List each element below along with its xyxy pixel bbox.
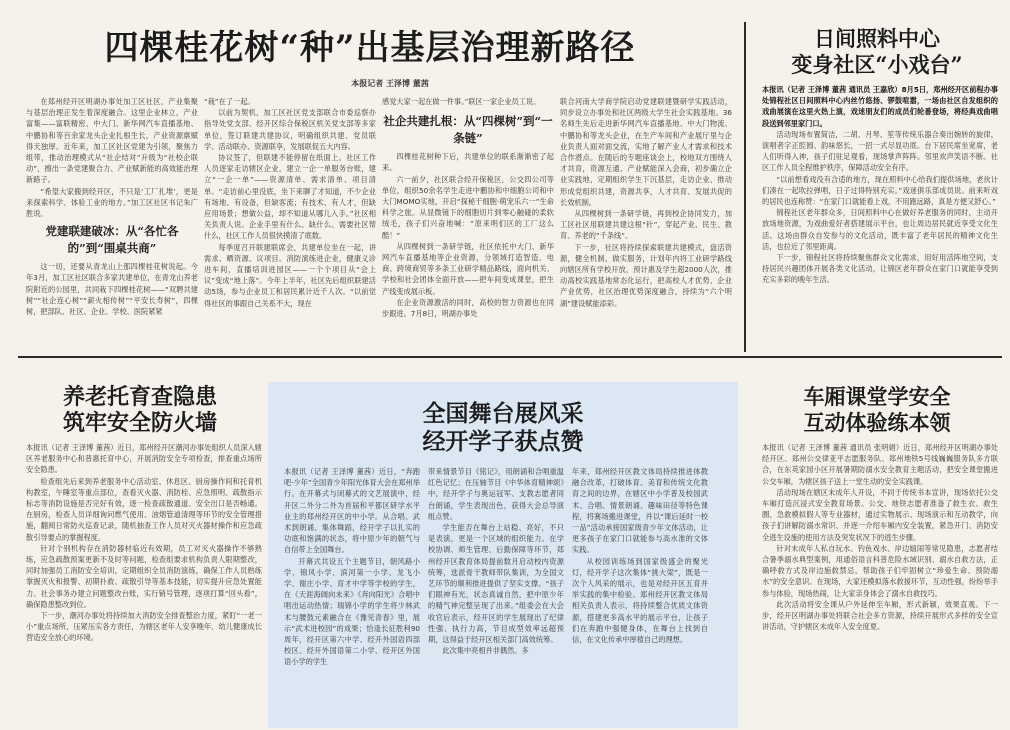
- paragraph: 带来情景节目《铭记》，用朗诵和合唱重温红色记忆；在压轴节目《中华体育精神颂》中，经开学子与奥运冠军、支教志愿者同台朗诵，学生表现出色，获得大会总导演组点赞。: [428, 467, 564, 521]
- paragraph: 年来，郑州经开区教文体局持续推进体教融合改革，打破体育、美育和传统文化教育之间的边界，在辖区中小学普及校园武术、合唱、情景朗诵、趣味田径等特色课程，将赛场搬进课堂，并以“课后延时一校一品”活动承接国家级青少年文体活动，让更多孩子在家门口就能参与高水准的文体实践。: [572, 467, 708, 555]
- dance-column-2: [428, 466, 564, 728]
- paragraph: 此次集中亮相并非偶然。多: [442, 646, 529, 656]
- fire-headline-line1: 养老托育查隐患: [62, 384, 217, 410]
- main-byline: 本报记者 王泽博 董茜: [351, 79, 429, 88]
- dance-headline-line1: 全国舞台展风采: [422, 400, 584, 427]
- paragraph: 六一前夕，社区联合经开保税区，公交四公司等单位，组织50余名学生走进中鹏协和中细胞公司和中大门MOMO实地，开启“探秘干细胞·萌宠乐六一”生命科学之旅。从显微镜下的细胞切片到零心触碰的柔软绒毛，孩子们兴奋地喊：“原来明们区的工厂这么酷！”: [382, 174, 554, 240]
- main-column-4: [560, 96, 732, 346]
- paragraph: 检查组先后来到养老服务中心活动室、休息区、厨房操作间和托育机构教室，午睡室等重点部位，查看灭火器、消防栓、应急照明、疏散指示标志等消防设施是否完好有效，逐一检查疏散通道、安全出口是否畅通。在厨房，检查人员详细询问燃气使用、油烟管道清理等环节的安全管理措施，翻阅日常防火巡查记录，随机抽查工作人员对灭火器材操作和应急疏散引导要点的掌握程度。: [26, 476, 262, 542]
- paragraph: 下一步，锦程社区将持续聚焦群众文化需求，用好用活阵地空间，支持居民兴趣团体开展各类文化活动，让锦区老年群众在家门口就能享受到充实多彩的晚年生活。: [762, 253, 998, 285]
- paragraph: 下一步，社区将持续探索联建共建模式，盘活资源，健全机制，做实服务，计划年内将工业研学路线向辖区所有学校开放，预计惠及学生超2000人次，推动高校实践基地常态化运行，把高校人才优势、企业产业优势，社区治理优势深度融合，持续为“六个明湖”建设赋能添彩。: [560, 242, 732, 308]
- dance-column-1: [284, 466, 420, 728]
- paragraph: 四棵桂花树种下后，共建单位的联系渐渐密了起来。: [382, 152, 554, 173]
- section-divider: [18, 356, 1002, 358]
- paragraph: 从四棵树到一条研学链，再到校企协同发力，加工区社区用联建共建这根“针”，穿起产业、民生、教育、养老的“千条线”。: [560, 209, 732, 241]
- paragraph: 开幕式共设五个主题节目，朝风路小学、锦风小学、滨河第一小学、龙飞小学、谢庄小学、育才中学等学校的学生，在《天涯海阔向未来》《奔向阳光》合唱中唱出运动热情；瑞锦小学的学生将少林武术与腰鼓元素融合在《豫见青春》里，展示“武术进校园”的成果；恰逢长征胜利90周年，经开区第六中学、经开外国语四部校区、经开外国语第二小学、经开区外国语小学的学生: [284, 556, 420, 667]
- paragraph: “希望大家搬到经开区，不只是‘工厂扎堆’，更是来探索科学、体验工业的地方。”加工区社区书记朱广胜说。: [26, 186, 198, 219]
- column-divider: [744, 22, 746, 352]
- paragraph: 针对个别机构存在消防器材临近有效期，员工对灭火器操作不够熟练，应急疏散预案更新不及时等问题，检查组要求机构负责人限期整改，同时加强员工消防安全培训，定期组织全员消防演练，确保工作人员熟练掌握灭火和报警、初期扑救、疏散引导等基本技能，切实提升应急处置能力。社会事务办建立问题整改台账，实行销号管理，逐项打算“回头看”，确保隐患整改到位。: [26, 543, 262, 609]
- paragraph: 协议签了，但联建不能停留在纸面上。社区工作人员逐家走访辖区企业，建立一企一单服务台账，建立“一企一单”——资源清单、需求清单、项目清单。“走访前心里没底，坐下来聊了才知道，不少企业有场地、有设备，但缺客流；有技术、有人才，但缺应用场景；想做公益，却不知道从哪儿入手。”社区相关负责人说。企业手里有什么、缺什么、需要社区帮什么，社区工作人员很快摸清了底数。: [204, 153, 376, 241]
- paragraph: “以前想看戏没有合适的地方，现在照料中心给我们提供场地，老伙计们凑在一起吹拉弹唱，日子过得特别充实。”戏迷俱乐部成员说。前来听戏的居民也连称赞：“在家门口就能看上戏，不用跑远路，真是方便又舒心。”: [762, 174, 998, 207]
- paragraph: 活动现场在辖区未成年人开设，不同于传统书本宣讲，现场依托公交车厢打造沉浸式安全教育场景。公交、地铁志愿者准备了救生衣、救生圈、急救模拟假人等专业器材，通过实物展示、现场演示和互动教学，向孩子们讲解防溺水常识、并逐一介绍车厢内安全装置，紧急开门、消防安全逃生设施的使用方法及突发状况下的逃生步骤。: [762, 487, 998, 542]
- fire-headline-line2: 筑牢安全防火墙: [62, 410, 217, 436]
- paragraph: 从四棵树到一条研学链，社区依托中大门、新华网汽车直播基地等企业资源，分领域打造智造、电商、跨境商贸等多条工业研学精品路线，面向机关、学校和社会团体全面开放——把车间变成课堂，把生产线变成展示板。: [382, 241, 554, 296]
- bus-headline-line2: 互动体验练本领: [803, 410, 951, 435]
- main-column-2: [204, 96, 376, 346]
- theatre-headline-line1: 日间照料中心: [814, 26, 940, 51]
- paragraph: 从校园训练场到国家级盛会的聚光灯，经开学子这次集体“挑大梁”，既是一次个人风采的展示，也是对经开区五育并举实践的集中检验。郑州经开区教文体局相关负责人表示，将持续整合优质文体资源，搭建更多高水平的展示平台，让孩子们在奔跑中强健身体，在舞台上找到自信，在文化传承中厚植自己的理想。: [572, 556, 708, 645]
- paragraph: “栽”在了一起。: [204, 97, 255, 106]
- paragraph: 这一切，还要从青龙山上那四棵桂花树说起。今年3月，加工区社区联合多家共建单位，在青龙山养老院附近的公园里，共同栽下四棵桂花树——“双聘共建树”“社企连心树”“薪火相传树”“平安长寿树”，四棵树，把部队、社区、企业、学校、医院紧紧: [26, 262, 198, 317]
- theatre-body: [762, 84, 998, 352]
- theatre-byline: 本报讯（记者 王泽博 董茜 通讯员 王嘉欣）8月5日，郑州经开区前程办事处锦程社区日间照料中心内丝竹悠扬、锣鼓喧嚣，一场由社区自发组织的戏曲展演在这里火热上演，戏迷朋友们的成员们轮番登场，将经典戏曲唱段送到邻里家门口。: [762, 85, 998, 128]
- paragraph: 针对未成年人私自玩水、钓鱼戏水、岸边嬉闹等常见隐患，志愿者结合暑季溺水典型案例，用通俗语言科普危险水域识别、溺水自救方法，正确呼救方式及岸边施救禁忌，帮助孩子们牢固树立“珍爱生命、预防溺水”的安全意识。在现场，大家还模拟落水救援环节，互动性强，纷纷举手参与体验，现场热闹，让大家亲身体会了溺水自救技巧。: [762, 543, 998, 598]
- paragraph: 本报讯（记者 王泽博 董茜）近日，“奔跑吧·少年”全国青少年阳光体育大会在郑州举行。在开幕式与闭幕式的文艺展演中，经开区二外分二外为首届和平都区研学水平业主的郑州经开区的中小学。从合唱、武术到朗诵、集体舞蹈，经开学子以扎实的功底和饱满的状态，将中原少年的朝气与自信带上全国舞台。: [284, 467, 420, 555]
- fire-body: [26, 442, 262, 728]
- main-column-1: [26, 96, 198, 346]
- bus-body: [762, 442, 998, 728]
- paragraph: 本报讯（记者 王泽博 董茜）近日，郑州经开区潮河办事处组织人员深入辖区养老服务中心和普惠托育中心，开展消防安全专项检查，排查重点场所安全隐患。: [26, 443, 262, 475]
- dance-column-3: [572, 466, 708, 728]
- paragraph: 以前为契机，加工区社区党支部联合市委巡察办指导处党支部、经开区综合保税区机关党支部等多家单位，签订联建共建协议，明确组织共建、党员联学、活动联办、资源联享，发展联促五大内容。: [204, 108, 376, 151]
- paragraph: 在郑州经开区明湖办事处加工区社区，产业集聚与基层治理正发生着深度融合。这里企业林立，产业富集——富联精密、中大门、新华网汽车直播基地、中鹏协和等百余家龙头企业扎根生长，产业资源禀赋得天独厚。近年来，加工区社区党建为引领，聚焦力组带，推动治理模式从“社企结对”升级为“社校企联动”，擦出一条党建聚合力、产业赋新能的高效能治理新路子。: [26, 97, 198, 185]
- paragraph: 活动现场布置简洁，二胡、月琴、笙等传统乐器合奏出婉转的旋律，演唱者字正腔圆、韵味悠长，一招一式尽显功底。台下居民席坐宽席，老人们听得入神，孩子们驻足观看，现场掌声阵阵。邻里欢声笑语不断。社区工作人员全程维护秩序，保障活动安全有序。: [762, 129, 998, 173]
- paragraph: [762, 84, 998, 129]
- paragraph: 感觉大家一起在做一件事。”联区一家企业员工说。: [382, 97, 541, 106]
- main-headline: 四棵桂花树“种”出基层治理新路径: [104, 28, 636, 68]
- theatre-headline-line2: 变身社区“小戏台”: [791, 52, 963, 77]
- paragraph: 下一步，潮河办事处将持续加大消防安全排查整治力度，紧盯“一老一小”重点场所，压紧压实各方责任，为辖区老年人安享晚年、幼儿健康成长营造安全放心的环境。: [26, 611, 262, 643]
- paragraph: 每季度召开联建联席会，共建单位坐在一起，讲需求、晒资源、议项目。消防演练进企业，健康义诊进车间，直播培训进园区——一个个项目从“会上议”变成“地上落”。今年上半年，社区先后组织联建活动5场，参与企业员工和居民累计近千人次。“以前觉得社区的事跟自己关系不大，现在: [204, 242, 376, 308]
- paragraph: 在企业资源激活的同时，高校的智力资源也在同步跟进。7月8日，明湖办事处: [382, 297, 554, 319]
- main-subheading-2: 社企共建扎根：从“四棵树”到“一条链”: [383, 114, 553, 146]
- main-subheading-1: 党建联建破冰：从“各忙各的”到“围桌共商”: [45, 224, 179, 256]
- dance-headline-line2: 经开学子获点赞: [422, 428, 584, 455]
- bus-headline-line1: 车厢课堂学安全: [803, 384, 951, 409]
- paragraph: 学生能否在舞台上站稳、亮好，不只是表演，更是一个区域的组织能力。在学校协调、师生管理、后勤保障等环节，郑州经开区教育体局提前数月启动校内资源统筹，选派骨干教师带队集训，为全国文艺环节的顺利推进提供了坚实支撑。“孩子们眼神有光，状态真诚自然，把中原少年的精气神完整呈现了出来。”组委会在大会收官后表示，经开区的学生展现出了纪律性强、执行力高，节目成型效率远超预期，这得益于经开区相关部门高效统筹。: [428, 523, 564, 645]
- paragraph: 本报讯（记者 王泽博 董茜 通讯员 张明娟）近日，郑州经开区明湖办事处经开区、郑州公交律亚平志愿服务队、郑州地铁5号线巍巍服务队多方联合，在东英家园小区开展暑期防溺水安全教育主题活动，把安全课堂搬进公交车厢，为辖区孩子送上一堂生动的安全实践课。: [762, 443, 998, 486]
- main-column-3: [382, 96, 554, 346]
- paragraph: 此次活动将安全课从户外延伸至车厢，形式新颖，效果直观。下一步，经开区明湖办事处将联合社会多方资源，持续开展形式多样的安全宣讲活动，守护辖区未成年人安全度夏。: [762, 599, 998, 632]
- paragraph: 锦程社区老年群众多，日间照料中心在做好养老服务的同时，主动开放场地资源，为戏曲爱好者搭建展示平台，也让周边居民就近享受文化生活。这场由群众自发参与的文化活动，既丰富了老年居民的精神文化生活，也拉近了邻里距离。: [762, 208, 998, 251]
- paragraph: 联合河南大学商学院启动党建联建暨研学实践活动，同步设立办事处和社区两级大学生社会实践基地。36名师生先后走进新华网汽车直播基地、中大门物流、中鹏协和等龙头企业，在生产车间和产业展厅里与企业负责人面对面交流，实地了解产业人才需求和技术合作潜点。在随后的专题座谈会上，校地双方围绕人才共育，资源互通、产业赋能深入会商，初步确立企业实践地，定期组织学生下沉基层，走访企业、推动形成党组织共建，资源共享，人才共育、发展共促的长效机制。: [560, 97, 732, 207]
